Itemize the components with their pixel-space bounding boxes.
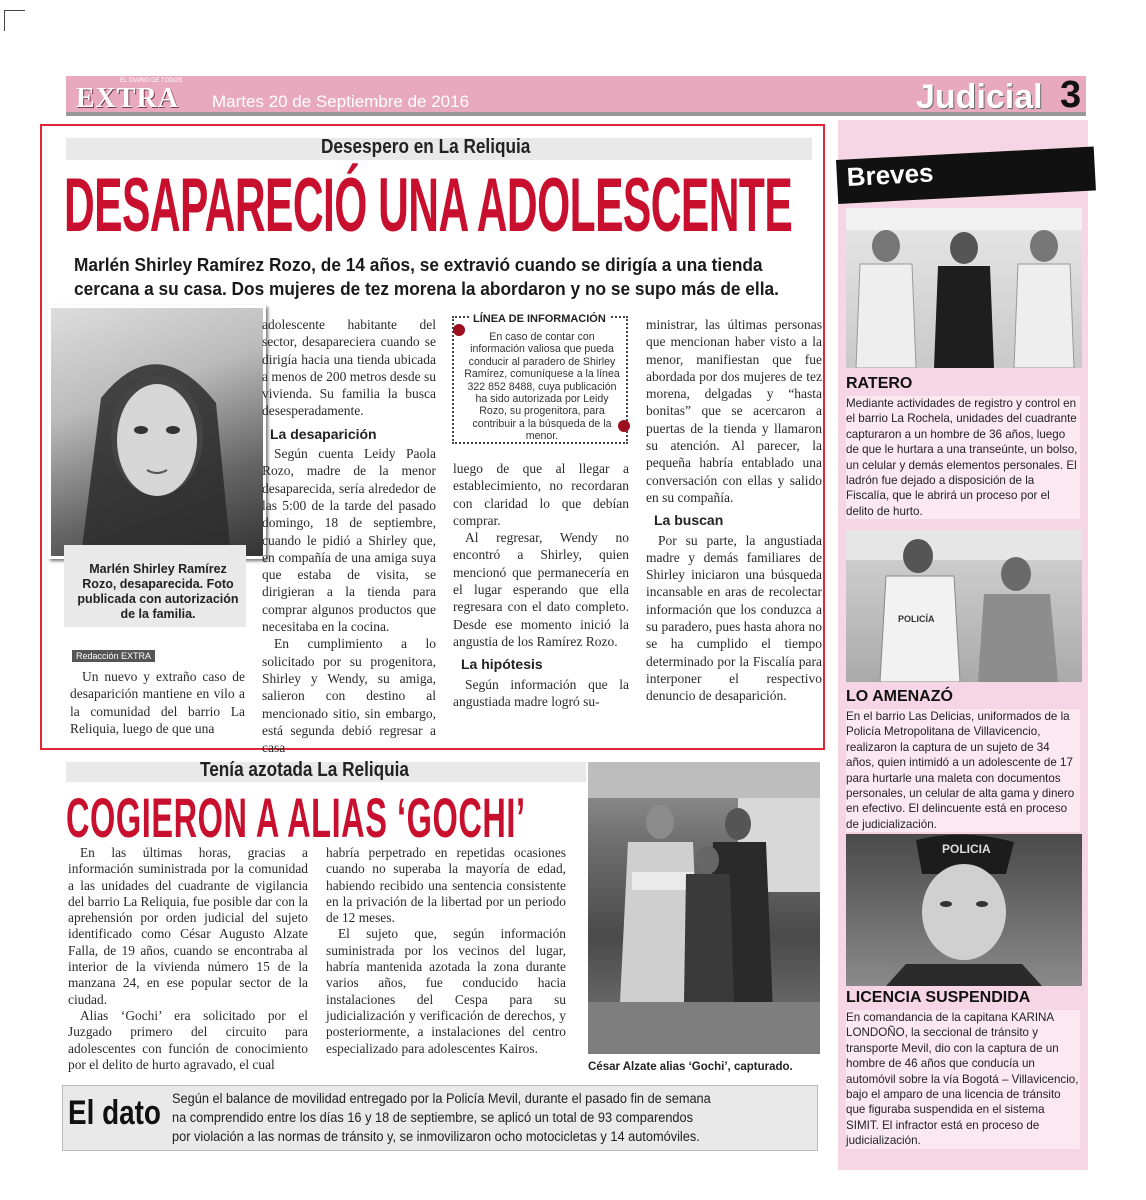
second-col-1 bbox=[68, 845, 308, 1073]
breves-title: Breves bbox=[846, 157, 935, 192]
photo-caption: Marlén Shirley Ramírez Rozo, desaparecida. Foto publicada con autorización de la familia. bbox=[77, 562, 239, 621]
ratero-scene bbox=[846, 208, 1082, 368]
second-col2-p2: El sujeto que, según información suministrada por los vecinos del lugar, habría mantenida azotada la zona durante varios años, fue conducido hacia instalaciones del Cespa para su judicialización y verificación de derechos, y posteriormente, a instalaciones del centro especializado para adolescentes Kairos. bbox=[326, 926, 566, 1056]
page-number: 3 bbox=[1060, 74, 1082, 116]
breve-2-title: LO AMENAZÓ bbox=[846, 688, 953, 705]
main-col2-p3: En cumplimiento a lo solicitado por su progenitora, Shirley y Wendy, su amiga, salieron con destino al mencionado sitio, sin embargo, está segunda debió regresar a casa bbox=[262, 636, 436, 756]
crop-mark bbox=[4, 10, 25, 31]
second-headline: COGIERON A ALIAS ‘GOCHI’ bbox=[66, 786, 526, 849]
main-col4-p1: ministrar, las últimas personas que mencionan haber visto a la menor, manifiestan que fue abordada por dos mujeres de tez morena, delgadas y “hasta bonitas” que se acercaron a puertas de la tienda y llamaron su atención. Al parecer, la pequeña habría entablado una conversación con ellas y salido en su compañía. bbox=[646, 317, 822, 505]
main-lead-1: Marlén Shirley Ramírez Rozo, de 14 años, se extravió cuando se dirigía a una tienda bbox=[74, 255, 763, 275]
portrait-silhouette bbox=[51, 308, 263, 556]
second-kicker: Tenía azotada La Reliquia bbox=[200, 759, 410, 781]
second-col1-p2: Alias ‘Gochi’ era solicitado por el Juzgado primero del circuito para adolescentes con función de conocimiento por el delito de hurto agravado, el cual bbox=[68, 1007, 308, 1072]
el-dato-label: El dato bbox=[68, 1094, 161, 1132]
subhead-desaparicion: La desaparición bbox=[270, 425, 377, 442]
issue-date: Martes 20 de Septiembre de 2016 bbox=[212, 92, 470, 111]
second-col1-p1: En las últimas horas, gracias a información suministrada por la comunidad a las unidades del cuadrante de vigilancia del barrio La Reliquia, fue posible dar con la aprehensión por orden judicial del sujeto identificado como César Augusto Alzate Falla, de 19 años, cuando se encontraba al interior de la vivienda número 15 de la manzana 24, en ese popular sector de la ciudad. bbox=[68, 845, 308, 1007]
breve-3-text: En comandancia de la capitana KARINA LONDOÑO, la seccional de tránsito y transporte Mevil, dio con la captura de un hombre de 46 años que conducía un automóvil sobre la vía Bogotá – Villavicencio, bajo el amparo de una licencia de tránsito que figuraba suspendida en el sistema SIMIT. El infractor está en proceso de judicialización. bbox=[846, 1011, 1079, 1148]
section-label: Judicial bbox=[916, 78, 1043, 116]
breve-1-text: Mediante actividades de registro y control en el barrio La Rochela, unidades del cuadrante capturaron a un hombre de 36 años, luego de que le hurtara a una transeúnte, un bolso, un celular y demás elementos personales. El ladrón fue dejado a disposición de la Fiscalía, que le abrirá un proceso por el delito de hurto. bbox=[846, 396, 1080, 519]
lo-amenazo-photo bbox=[846, 530, 1082, 682]
byline: Redacción EXTRA bbox=[72, 650, 155, 662]
capture-photo-caption: César Alzate alias ‘Gochi’, capturado. bbox=[588, 1061, 793, 1073]
info-box-title: LÍNEA DE INFORMACIÓN bbox=[470, 313, 609, 325]
missing-girl-photo bbox=[48, 305, 266, 559]
main-col3-p3: Según información que la angustiada madre logró su- bbox=[453, 676, 629, 709]
el-dato-line-1: Según el balance de movilidad entregado por la Policía Mevil, durante el pasado fin de semana bbox=[172, 1091, 711, 1107]
ratero-photo bbox=[846, 208, 1082, 368]
main-col-2 bbox=[262, 316, 436, 756]
police-cap-stamp: POLICIA bbox=[942, 842, 991, 856]
main-col2-p2: Según cuenta Leidy Paola Rozo, madre de la menor desaparecida, sería alrededor de las 5:00 de la tarde del pasado domingo, 18 de septiembre, cuando le pidió a Shirley que, en compañía de una amiga suya que estaba de visita, se dirigieran a la tienda para comprar algunos productos que necesitaba en la cocina. bbox=[262, 446, 436, 635]
breve-1-title: RATERO bbox=[846, 375, 913, 392]
lo-amenazo-scene bbox=[846, 530, 1082, 682]
brand-tagline: EL DIARIO DE TODOS bbox=[120, 78, 183, 84]
el-dato-line-2: na comprendido entre los días 16 y 18 de septiembre, se aplicó un total de 93 comparendos bbox=[172, 1110, 694, 1126]
subhead-la-buscan: La buscan bbox=[654, 512, 724, 529]
licencia-photo bbox=[846, 834, 1082, 986]
main-kicker: Desespero en La Reliquia bbox=[321, 136, 531, 158]
police-vest-label: POLICÍA bbox=[898, 614, 935, 624]
main-col3-p2: Al regresar, Wendy no encontró a Shirley, quien mencionó que permanecería en el lugar esperando que ella regresara con el dato completo. Desde ese momento inició la angustia de los Ramírez Rozo. bbox=[453, 530, 629, 649]
info-box-text: En caso de contar con información valiosa que pueda conducir al paradero de Shirley Ramírez, comuníquese a la línea 322 852 8488, cuya publicación ha sido autorizada por Leidy Rozo, su progenitora, para contribuir a la búsqueda de la menor. bbox=[464, 331, 620, 443]
main-lead-2: cercana a su casa. Dos mujeres de tez morena la abordaron y no se supo más de ella. bbox=[74, 279, 779, 299]
main-headline: DESAPARECIÓ UNA ADOLESCENTE bbox=[64, 163, 793, 248]
brand-logo: EXTRA bbox=[76, 83, 180, 114]
main-col-3 bbox=[453, 460, 629, 710]
second-col-2 bbox=[326, 845, 566, 1057]
main-col3-p1: luego de que al llegar a establecimiento, no recordaran con claridad lo que debían comprar. bbox=[453, 461, 629, 528]
second-col2-p1: habría perpetrado en repetidas ocasiones cuando no superaba la mayoría de edad, habiendo recibido una sentencia consistente en la privación de la libertad por un periodo de 12 meses. bbox=[326, 845, 566, 926]
el-dato-line-3: por violación a las normas de tránsito y, se inmovilizaron ocho motocicletas y 14 automóviles. bbox=[172, 1129, 700, 1145]
main-col2-p1: adolescente habitante del sector, desapareciera cuando se dirigía hacia una tienda ubicada a menos de 200 metros desde su vivienda. Su familia la busca desesperadamente. bbox=[262, 317, 436, 419]
main-col-4 bbox=[646, 316, 822, 705]
capture-scene bbox=[588, 762, 820, 1054]
breve-3-title: LICENCIA SUSPENDIDA bbox=[846, 989, 1031, 1006]
licencia-scene bbox=[846, 834, 1082, 986]
capture-photo bbox=[588, 762, 820, 1054]
main-col-1 bbox=[70, 668, 245, 737]
main-col4-p2: Por su parte, la angustiada madre y demás familiares de Shirley iniciaron una búsqueda incansable en aras de recolectar información que los conduzca a su paradero, pues hasta ahora no se ha cumplido el tiempo determinado por la Fiscalía para interponer el respectivo denuncio de desaparición. bbox=[646, 532, 822, 704]
breve-2-text: En el barrio Las Delicias, uniformados de la Policía Metropolitana de Villavicencio, realizaron la captura de un sujeto de 34 años, quien intimidó a un adolescente de 17 para hurtarle una maleta con documentos personales, un celular de alta gama y dinero en efectivo. El delincuente está en proceso de judicialización. bbox=[846, 709, 1080, 832]
main-col1-text: Un nuevo y extraño caso de desaparición mantiene en vilo a la comunidad del barrio La Reliquia, luego de que una bbox=[70, 669, 245, 736]
subhead-hipotesis: La hipótesis bbox=[461, 656, 543, 673]
